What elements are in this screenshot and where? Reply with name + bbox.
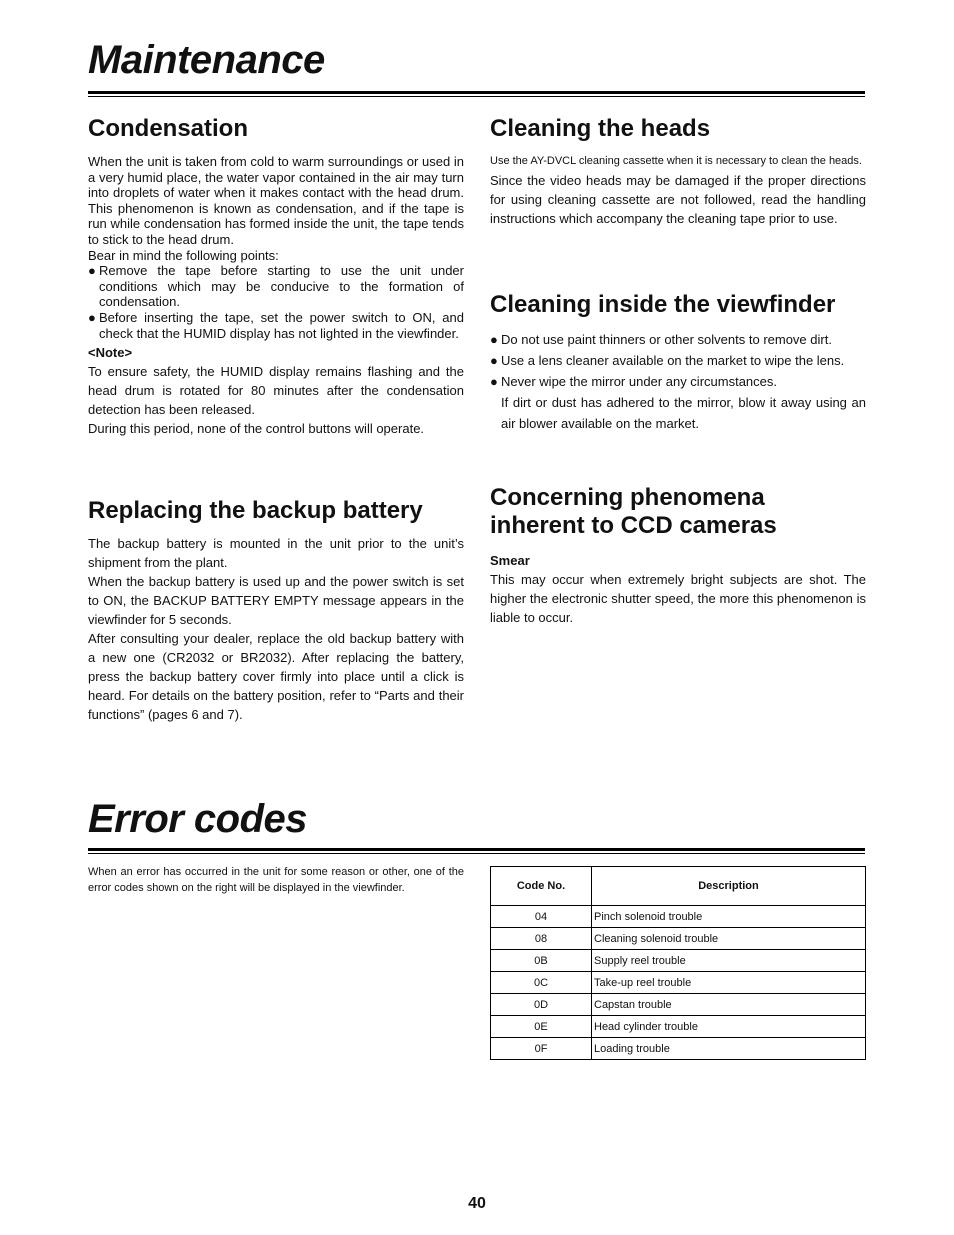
column-header-description: Description: [592, 867, 866, 906]
description-cell: Pinch solenoid trouble: [592, 906, 866, 928]
bullet-icon: ●: [490, 374, 498, 389]
description-cell: Capstan trouble: [592, 994, 866, 1016]
smear-paragraph: This may occur when extremely bright subjects are shot. The higher the electronic shutter speed, the more this phenomenon is liable to occur.: [490, 572, 866, 625]
bullet-icon: ●: [490, 332, 498, 347]
viewfinder-bullet-2: ● Use a lens cleaner available on the market to wipe the lens.: [490, 350, 866, 371]
table-row: [491, 1038, 866, 1060]
title-rule-error-codes: [88, 848, 865, 854]
bullet-icon: ●: [88, 263, 96, 279]
title-rule-maintenance: [88, 91, 865, 97]
cleaning-heads-paragraph: Since the video heads may be damaged if the proper directions for using cleaning cassette are not followed, read the handling instructions which accompany the cleaning tape prior to use.: [490, 173, 866, 226]
description-cell: Take-up reel trouble: [592, 972, 866, 994]
section-backup-battery: [88, 497, 464, 724]
table-row: [491, 928, 866, 950]
note-text-2: During this period, none of the control buttons will operate.: [88, 421, 425, 437]
code-cell: 0F: [491, 1038, 592, 1060]
smear-subheading: Smear: [490, 553, 530, 568]
code-cell: 0B: [491, 950, 592, 972]
bullet-icon: ●: [490, 353, 498, 368]
condensation-points-intro: Bear in mind the following points:: [88, 247, 279, 263]
page-number: 40: [468, 1195, 486, 1212]
code-cell: 08: [491, 928, 592, 950]
bullet-icon: ●: [88, 309, 96, 325]
table-header-row: [491, 867, 866, 906]
section-condensation: [88, 115, 464, 438]
error-codes-intro: When an error has occurred in the unit for some reason or other, one of the error codes shown on the right will be displayed in the viewfinder.: [88, 866, 464, 894]
description-cell: Supply reel trouble: [592, 950, 866, 972]
error-codes-table: [490, 866, 866, 1060]
code-cell: 04: [491, 906, 592, 928]
code-cell: 0D: [491, 994, 592, 1016]
viewfinder-followup: If dirt or dust has adhered to the mirror, blow it away using an air blower available on the market.: [501, 395, 866, 431]
heading-condensation: Condensation: [88, 115, 248, 142]
note-text: To ensure safety, the HUMID display remains flashing and the head drum is rotated for 80 minutes after the condensation detection has been released.: [88, 364, 464, 418]
column-header-code: Code No.: [491, 867, 592, 906]
table-row: [491, 994, 866, 1016]
battery-paragraph-1: The backup battery is mounted in the unit prior to the unit’s shipment from the plant.: [88, 536, 464, 570]
section-ccd: [490, 484, 866, 627]
table-row: [491, 906, 866, 928]
condensation-bullet-1: ● Remove the tape before starting to use the unit under conditions which may be conducive to the formation of condensation.: [88, 263, 464, 310]
description-cell: Head cylinder trouble: [592, 1016, 866, 1038]
battery-paragraph-2: When the backup battery is used up and the power switch is set to ON, the BACKUP BATTERY EMPTY message appears in the viewfinder for 5 seconds.: [88, 574, 464, 627]
heading-backup-battery: Replacing the backup battery: [88, 497, 423, 524]
page-title-maintenance: Maintenance: [88, 38, 325, 82]
page-title-error-codes: Error codes: [88, 797, 308, 841]
note-label: <Note>: [88, 345, 133, 361]
section-viewfinder: [490, 291, 866, 434]
code-cell: 0C: [491, 972, 592, 994]
table-row: [491, 950, 866, 972]
viewfinder-bullet-1: ● Do not use paint thinners or other solvents to remove dirt.: [490, 329, 866, 350]
table-row: [491, 972, 866, 994]
code-cell: 0E: [491, 1016, 592, 1038]
condensation-bullet-2: ● Before inserting the tape, set the power switch to ON, and check that the HUMID display has not lighted in the viewfinder.: [88, 309, 464, 341]
battery-paragraph-3: After consulting your dealer, replace the old backup battery with a new one (CR2032 or BR2032). After replacing the battery, press the backup battery cover firmly into place until a click is heard. For details on the battery position, refer to “Parts and their functions” (pages 6 and 7).: [88, 631, 464, 722]
viewfinder-bullet-3: ● Never wipe the mirror under any circumstances.: [490, 371, 866, 392]
description-cell: Loading trouble: [592, 1038, 866, 1060]
heading-ccd: Concerning phenomena inherent to CCD cameras: [490, 484, 777, 539]
heading-cleaning-heads: Cleaning the heads: [490, 115, 711, 142]
description-cell: Cleaning solenoid trouble: [592, 928, 866, 950]
heading-viewfinder: Cleaning inside the viewfinder: [490, 291, 836, 318]
table-row: [491, 1016, 866, 1038]
cleaning-heads-note: Use the AY-DVCL cleaning cassette when it is necessary to clean the heads.: [490, 155, 862, 167]
section-cleaning-heads: [490, 115, 866, 228]
condensation-paragraph: When the unit is taken from cold to warm surroundings or used in a very humid place, the water vapor contained in the air may turn into droplets of water when it makes contact with the head drum. This phenomenon is known as condensation, and if the tape is run while condensation has formed inside the unit, the tape tends to stick to the head drum.: [88, 154, 464, 247]
